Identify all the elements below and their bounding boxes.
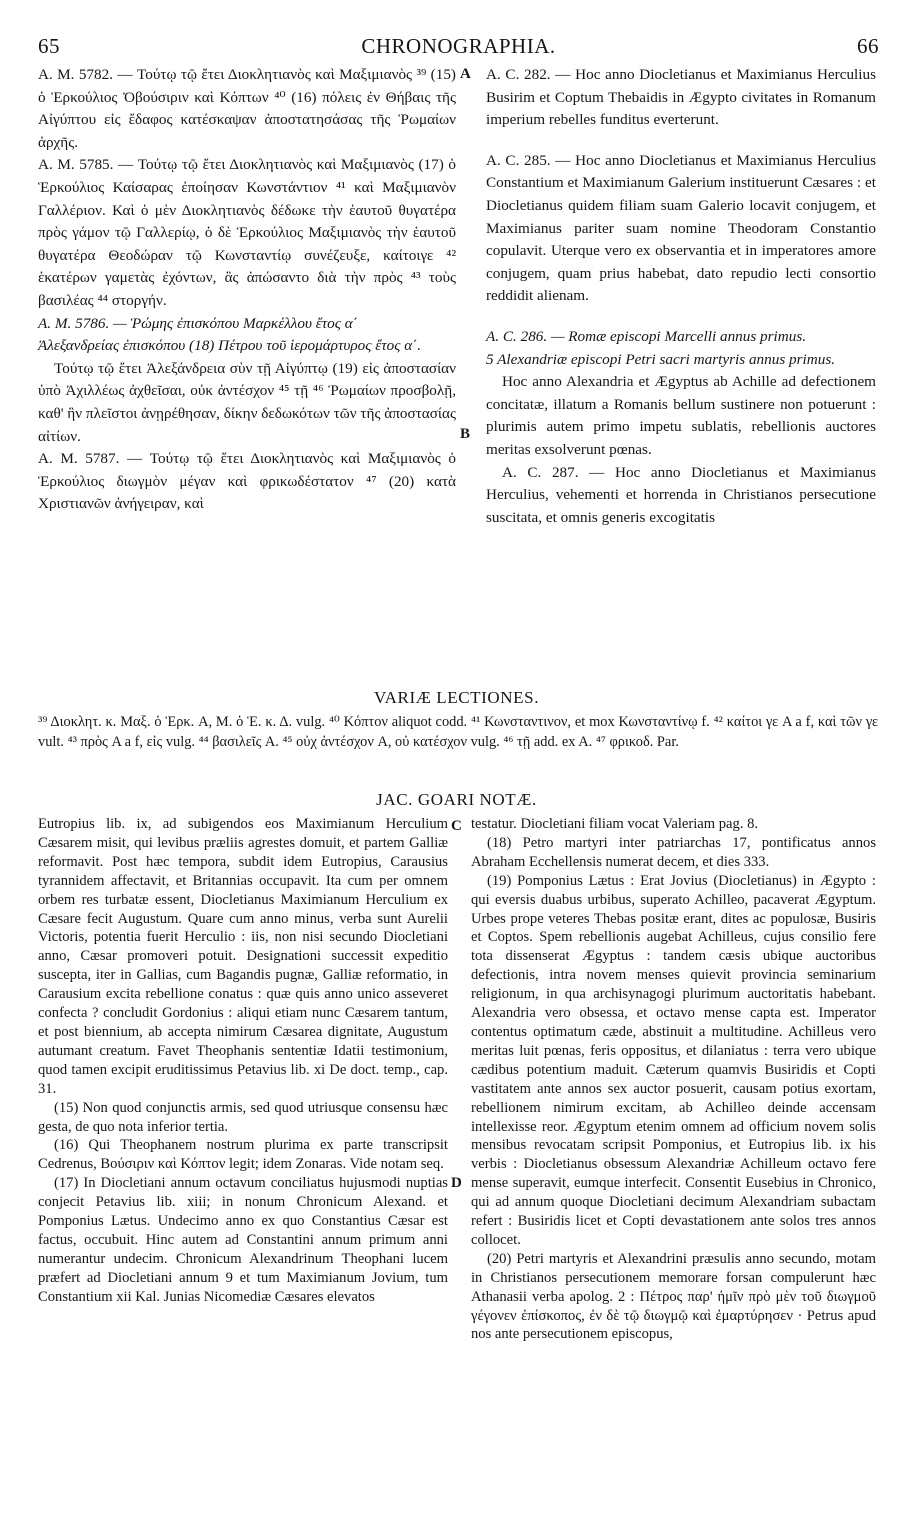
notes-right-column xyxy=(471,815,876,1344)
note-17: (17) In Diocletiani annum octavum conciliatus hujusmodi nuptias conjecit Petavius lib. xiii; in nonum Chronicum Alexand. et Pomponius Lætus. Undecimo anno ex quo Constantius Cæsar est factus, occubuit. Hinc autem ad Constantini annum primum anni numerantur undecim. Chronicum Alexandrinum Theophani lucem præfert ad Diocletiani annum 9 et tum Maximianum Jovium, tum Constantium xii Kal. Junias Nicomediæ Cæsares elevatos xyxy=(38,1175,448,1305)
greek-text-column xyxy=(38,64,456,516)
page-title: CHRONOGRAPHIA. xyxy=(361,34,556,58)
margin-mark-d: D xyxy=(451,1175,462,1191)
latin-entry-286: A. C. 286. — Romæ episcopi Marcelli annus primus. xyxy=(486,327,807,345)
greek-entry-5787: A. M. 5787. — Τούτῳ τῷ ἔτει Διοκλητιανὸς καὶ Μαξιμιανὸς ὁ Ἑρκούλιος διωγμὸν μέγαν καὶ φρικωδέστατον ⁴⁷ (20) κατὰ Χριστιανῶν ἀνήγειραν, καὶ xyxy=(38,450,456,513)
note-17-cont: testatur. Diocletiani filiam vocat Valeriam pag. 8. xyxy=(471,816,759,832)
note-eutropius: Eutropius lib. ix, ad subigendos eos Maximianum Herculium Cæsarem misit, qui levibus præliis agrestes domuit, et partem Galliæ reformavit. Post hæc tempora, subdit idem Eutropius, Carausius tyrannidem affectavit, et Britannias occupavit. Ita cum per omnem orbem res turbatæ essent, Diocletianus Maximianum Herculium ex Cæsare fecit Augustum. Quare cum anno minus, verba sunt Aurelii Victoris, potentia fuerit Herculio : iis, non nisi secundo Diocletiani anno, Cæsar promoveri potuit. Designationi successit expeditio suscepta, iter in Gallias, cum Bagandis pugnæ, Galliæ reformatio, in Carausium excita rebellione conatus : quæ quis anno unico asseveret confecta ? concludit Gordonius : aliqui etiam nunc Cæsarem tantum, et post biennium, ab accepta nimirum Cæsarea dignitate, Augustum autumant creatum. Favet Theophanis sententiæ Idatii testimonium, quod tamen excipit eruditissimus Petavius lib. xi De doct. temp., cap. 31. xyxy=(38,816,448,1097)
greek-entry-5786: A. M. 5786. — Ῥώμης ἐπισκόπου Μαρκέλλου ἔτος α΄ xyxy=(38,314,358,332)
latin-text-column xyxy=(486,64,876,529)
margin-mark-a: A xyxy=(460,66,471,82)
note-20: (20) Petri martyris et Alexandrini præsulis anno secundo, motam in Christianos persecutionem memorare forsan compulerunt hæc Athanasii verba apolog. 2 : Πέτρος παρ' ἡμῖν πρὸ μὲν τοῦ διωγμοῦ γέγονεν ἐπίσκοπος, ἐν δὲ τῷ διωγμῷ καὶ ἐμαρτύρησεν · Petrus apud nos ante persecutionem episcopus, xyxy=(471,1250,876,1343)
greek-entry-5782: A. M. 5782. — Τούτῳ τῷ ἔτει Διοκλητιανὸς καὶ Μαξιμιανὸς ³⁹ (15) ὁ Ἑρκούλιος Ὀβούσιριν καὶ Κόπτων ⁴⁰ (16) πόλεις ἐν Θήβαις τῆς Αἰγύπτου εἰς ἔδαφος κατέσκαψαν ἀποστατησάσας τῆς Ῥωμαίων ἀρχῆς. xyxy=(38,66,456,151)
latin-entry-alexandria-bishop: 5 Alexandriæ episcopi Petri sacri martyris annus primus. xyxy=(486,350,836,368)
page-number-right: 66 xyxy=(857,34,879,58)
greek-entry-5785: A. M. 5785. — Τούτῳ τῷ ἔτει Διοκλητιανὸς καὶ Μαξιμιανὸς (17) ὁ Ἑρκούλιος Καίσαρας ἐποίησαν Κωνστάντιον ⁴¹ καὶ Μαξιμιανὸν Γαλλέριον. Καὶ ὁ μὲν Διοκλητιανὸς δέδωκε τὴν ἑαυτοῦ θυγατέρα πρὸς γάμον τῷ Γαλλερίῳ, ὁ δὲ Ἑρκούλιος Μαξιμιανὸς τὴν ἑαυτοῦ θυγατέρα Θεοδώραν τῷ Κωνσταντίῳ συνέζευξε, καίτοιγε ⁴² ἑκατέρων γαμετὰς ἐχόντων, ἃς ἀπώσαντο διὰ τὴν πρὸς ⁴³ τοὺς βασιλέας ⁴⁴ στοργήν. xyxy=(38,156,456,309)
note-19: (19) Pomponius Lætus : Erat Jovius (Diocletianus) in Ægypto : qui eversis duabus urbibus, superato Achilleo, pacaverat Ægyptum. Urbes prope veteres Thebas positæ erant, dites ac populosæ, Busiris et Coptos. Spem rebellionis augebat Achilleus, cujus consilio fere tota dissenserat Ægyptus : tandem cæsis ubique auctoribus defectionis, intra novem menses quievit provincia seminarium religionum, in qua archisynagogi plurimum auctoritatis habebant. Alexandria vero obsessa, et octavo mense capta est. Imperator contentus optimatum cæde, abstinuit a multitudine. Achilleus vero meritas luit pœnas, feris oppositus, et dilaniatus : terra vero ubique cædibus potentium maduit. Cæterum quamvis Busiridis et Copti vastitatem ante annos sex auctor posuerit, causam potius exortam, rebellionem nimirum excitam, ab Achilleo deinde accensam intellexisse reor. Ægyptum etenim omnem ad officium novem solis mensibus revocatam scripsit Pomponius, et Eutropius lib. ix his verbis : Diocletianus obsessum Alexandriæ Achilleum octavo fere mense superavit, eumque interfecit. Consentit Eusebius in Chronico, qui ad annum quoque Diocletiani decimum Alexandriam subactam refert : Busiridis licet et Copti devastationem ante solos tres annos collocet. xyxy=(471,872,876,1248)
page-number-left: 65 xyxy=(38,34,60,58)
note-16: (16) Qui Theophanem nostrum plurima ex parte transcripsit Cedrenus, Βούσιριν καὶ Κόπτον legit; idem Zonaras. Vide notam seq. xyxy=(38,1137,448,1173)
latin-entry-287: A. C. 287. — Hoc anno Diocletianus et Maximianus Herculius, vehementi et horrenda in Christianos persecutione suscitata, et omnis generis excogitatis xyxy=(486,463,876,526)
margin-mark-b: B xyxy=(460,426,471,442)
greek-entry-alexandria-bishop: Ἀλεξανδρείας ἐπισκόπου (18) Πέτρου τοῦ ἱερομάρτυρος ἔτος α΄. xyxy=(38,337,422,355)
variant-readings: ³⁹ Διοκλητ. κ. Μαξ. ὁ Ἑρκ. A, M. ὁ Ἑ. κ. Δ. vulg. ⁴⁰ Κόπτον aliquot codd. ⁴¹ Κωνσταντινον, et mox Κωνσταντίνῳ f. ⁴² καίτοι γε A a f, καὶ τῶν γε vult. ⁴³ πρὸς A a f, εἰς vulg. ⁴⁴ βασιλεῖς A. ⁴⁵ οὐχ ἀντέσχον A, οὐ κατέσχον vulg. ⁴⁶ τῇ add. ex A. ⁴⁷ φρικοδ. Par. xyxy=(38,714,878,750)
notes-left-column xyxy=(38,815,448,1307)
latin-entry-282: A. C. 282. — Hoc anno Diocletianus et Maximianus Herculius Busirim et Coptum Thebaidis in Ægypto civitates in Romanum imperium rebelles funditus everterunt. xyxy=(486,66,876,129)
note-15: (15) Non quod conjunctis armis, sed quod utriusque consensu hæc gesta, de quo nota inferior tertia. xyxy=(38,1099,448,1135)
greek-entry-alexandria-revolt: Τούτῳ τῷ ἔτει Ἀλεξάνδρεια σὺν τῇ Αἰγύπτῳ (19) εἰς ἀποστασίαν ὑπὸ Ἀχιλλέως ἀχθεῖσαι, οὐκ ἀντέσχον ⁴⁵ τῇ ⁴⁶ Ῥωμαίων προσβολῇ, καθ' ἣν πλεῖστοι ἀνῃρέθησαν, δίκην δεδωκότων τῶν τῆς ἀποστασίας αἰτίων. xyxy=(38,359,456,445)
variae-lectiones-title: VARIÆ LECTIONES. xyxy=(373,688,540,707)
latin-entry-alexandria-revolt: Hoc anno Alexandria et Ægyptus ab Achille ad defectionem concitatæ, illatum a Romanis bellum sustinere non potuerunt : plurimis autem primo impetu sublatis, rebellionis auctores meritas exsolverunt pœnas. xyxy=(486,373,876,458)
running-header xyxy=(38,34,879,60)
note-18: (18) Petro martyri inter patriarchas 17, pontificatus annos Abraham Ecchellensis numerat decem, et dies 333. xyxy=(471,834,876,870)
notae-title: JAC. GOARI NOTÆ. xyxy=(376,790,537,809)
variae-lectiones-text xyxy=(38,712,878,752)
latin-entry-285: A. C. 285. — Hoc anno Diocletianus et Maximianus Herculius Constantium et Maximianum Galerium instituerunt Cæsares : et Diocletianus quidem filiam suam Galerio locavit conjugem, et Maximianus pariter suam nomine Theodoram Constantio copulavit. Uterque vero ex observantia et in imperatores amore conjugem, quam prius habebat, dato repudio lecti consortio reddidit alienam. xyxy=(486,151,876,305)
margin-mark-c: C xyxy=(451,818,462,834)
